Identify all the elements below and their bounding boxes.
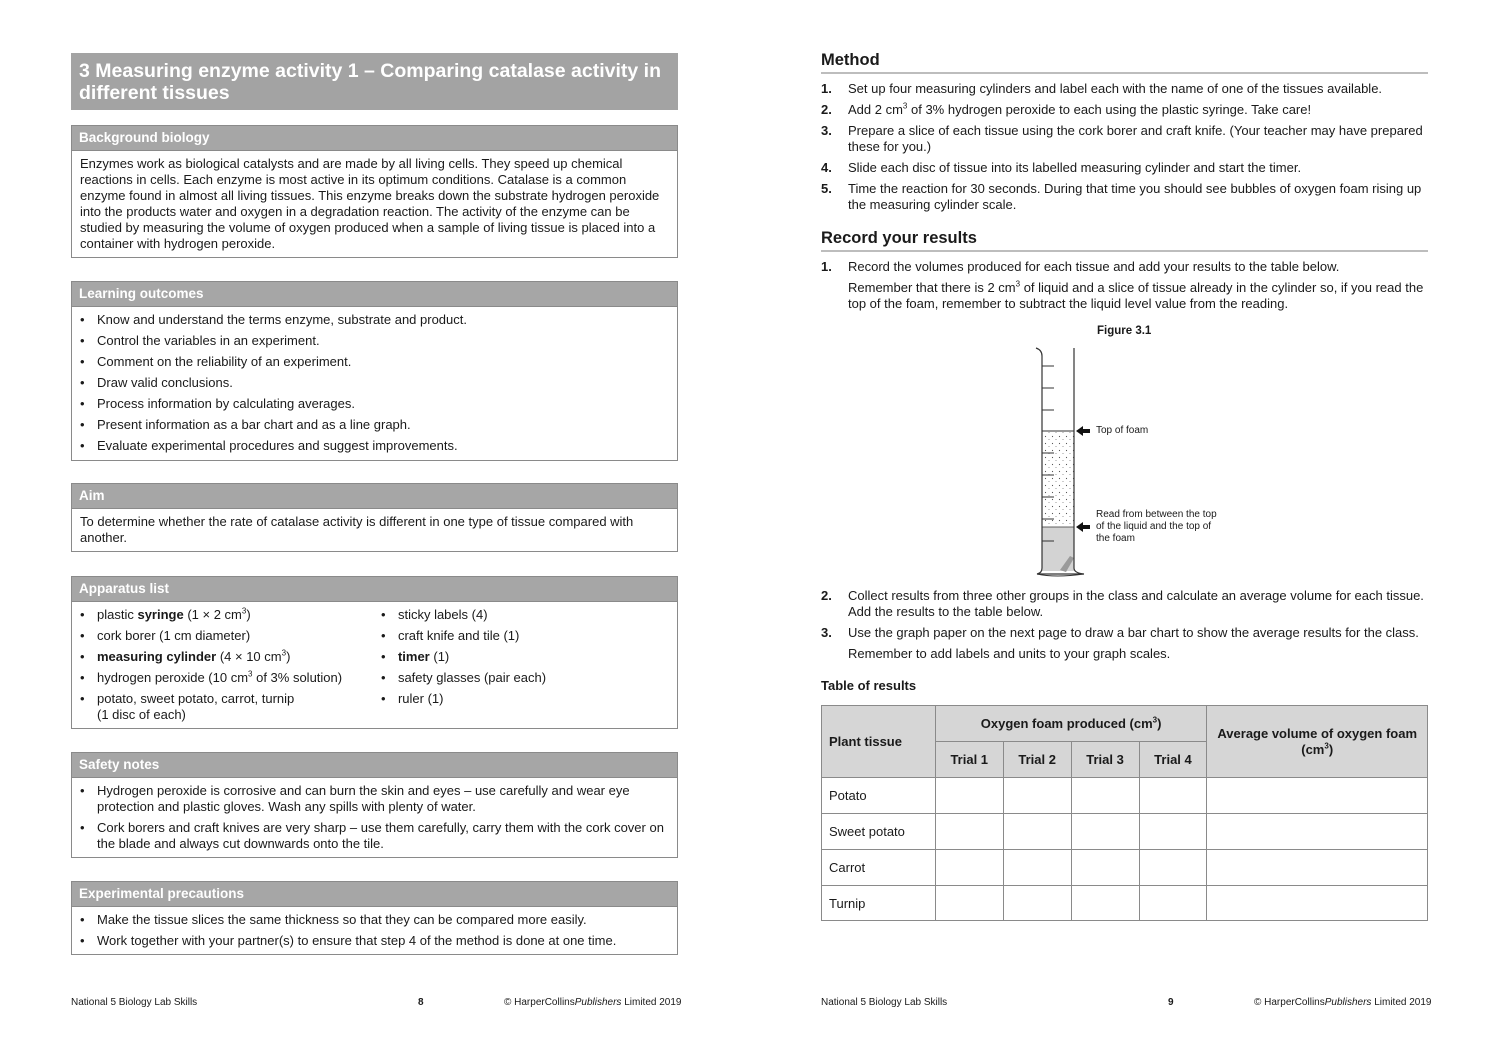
apparatus-list-right <box>381 607 669 728</box>
background-biology-heading: Background biology <box>72 126 677 151</box>
cell-empty[interactable] <box>1071 886 1139 921</box>
list-item: • potato, sweet potato, carrot, turnip (1 disc of each) <box>80 691 381 723</box>
cell-empty[interactable] <box>935 814 1003 850</box>
right-page <box>750 0 1500 1061</box>
method-step: 3. Prepare a slice of each tissue using the cork borer and craft knife. (Your teacher may have prepared these for you.) <box>821 123 1423 154</box>
table-row <box>822 850 1428 886</box>
list-item: • Hydrogen peroxide is corrosive and can burn the skin and eyes – use carefully and wear eye protection and plastic gloves. Wash any spills with plenty of water. <box>80 783 669 815</box>
background-biology-text: Enzymes work as biological catalysts and are made by all living cells. They speed up chemical reactions in cells. Each enzyme is most active in its optimum conditions. Catalase is a common enzyme found in almost all living tissues. This enzyme breaks down the substrate hydrogen peroxide into the products water and oxygen in a degradation reaction. The activity of the enzyme can be studied by measuring the volume of oxygen produced when a sample of living tissue is placed into a container with hydrogen peroxide. <box>80 156 660 251</box>
footer-book-title: National 5 Biology Lab Skills <box>71 997 198 1008</box>
list-item: • Process information by calculating averages. <box>80 396 669 412</box>
cell-empty[interactable] <box>1139 850 1207 886</box>
list-item: • timer (1) <box>381 649 669 665</box>
cell-empty[interactable] <box>935 886 1003 921</box>
footer-copyright: © HarperCollinsPublishers Limited 2019 <box>1254 997 1432 1008</box>
list-item: • sticky labels (4) <box>381 607 669 623</box>
list-item: • Make the tissue slices the same thickness so that they can be compared more easily. <box>80 912 669 928</box>
background-biology-box <box>71 125 678 258</box>
header-average-volume: Average volume of oxygen foam $(cm^3)$ <box>1207 706 1428 778</box>
list-item: • Draw valid conclusions. <box>80 375 669 391</box>
aim-box <box>71 483 678 552</box>
results-step: 1. Record the volumes produced for each tissue and add your results to the table below. <box>821 259 1340 274</box>
learning-outcomes-heading: Learning outcomes <box>72 282 677 307</box>
results-step: 3. Use the graph paper on the next page to draw a bar chart to show the average results for the class. <box>821 625 1419 640</box>
row-label-turnip: Turnip <box>822 886 936 921</box>
list-item: • safety glasses (pair each) <box>381 670 669 686</box>
method-step: 2. Add 2 $cm^3$ of 3% hydrogen peroxide to each using the plastic syringe. Take care! <box>821 101 1312 117</box>
precautions-box <box>71 881 678 955</box>
cell-empty[interactable] <box>1003 778 1071 814</box>
apparatus-box <box>71 576 678 729</box>
method-heading: Method <box>821 51 1428 74</box>
list-item: • Cork borers and craft knives are very sharp – use them carefully, carry them with the cork cover on the blade and always cut downwards onto the tile. <box>80 820 669 852</box>
footer-book-title: National 5 Biology Lab Skills <box>821 997 948 1008</box>
cell-empty[interactable] <box>1207 814 1428 850</box>
method-step: 4. Slide each disc of tissue into its labelled measuring cylinder and start the timer. <box>821 160 1302 175</box>
cell-empty[interactable] <box>1003 850 1071 886</box>
safety-notes-box <box>71 752 678 858</box>
method-steps <box>821 81 1428 218</box>
safety-notes-heading: Safety notes <box>72 753 677 778</box>
list-item: • Know and understand the terms enzyme, substrate and product. <box>80 312 669 328</box>
list-item: • ruler (1) <box>381 691 669 707</box>
aim-text: To determine whether the rate of catalase activity is different in one type of tissue compared with another. <box>80 514 634 545</box>
cell-empty[interactable] <box>1071 778 1139 814</box>
results-step-1 <box>821 259 1428 280</box>
results-steps-2-3 <box>821 588 1428 646</box>
header-plant-tissue: Plant tissue <box>822 706 936 778</box>
page-title: 3 Measuring enzyme activity 1 – Comparing catalase activity in different tissues <box>71 53 678 110</box>
cell-empty[interactable] <box>1207 778 1428 814</box>
list-item: • Comment on the reliability of an experiment. <box>80 354 669 370</box>
list-item: • plastic syringe (1 × 2 $cm^3$) <box>80 607 381 623</box>
apparatus-list-left <box>80 607 381 728</box>
table-row <box>822 886 1428 921</box>
learning-outcomes-list <box>80 312 669 454</box>
precautions-heading: Experimental precautions <box>72 882 677 907</box>
figure-label-read-from: Read from between the top of the liquid and the top of the foam <box>1096 509 1217 544</box>
table-row <box>822 814 1428 850</box>
method-step: 1. Set up four measuring cylinders and label each with the name of one of the tissues available. <box>821 81 1383 96</box>
safety-notes-list <box>80 783 669 852</box>
cell-empty[interactable] <box>1003 814 1071 850</box>
header-trial-2: Trial 2 <box>1003 742 1071 778</box>
list-item: • measuring cylinder (4 × 10 $cm^3$) <box>80 649 381 665</box>
header-trial-4: Trial 4 <box>1139 742 1207 778</box>
list-item: • craft knife and tile (1) <box>381 628 669 644</box>
list-item: • Control the variables in an experiment. <box>80 333 669 349</box>
cell-empty[interactable] <box>935 778 1003 814</box>
aim-heading: Aim <box>72 484 677 509</box>
header-oxygen-foam: Oxygen foam produced $(cm^3)$ <box>935 706 1207 742</box>
precautions-list <box>80 912 669 949</box>
list-item: • cork borer (1 cm diameter) <box>80 628 381 644</box>
footer-copyright: © HarperCollinsPublishers Limited 2019 <box>504 997 682 1008</box>
cell-empty[interactable] <box>1071 814 1139 850</box>
row-label-carrot: Carrot <box>822 850 936 886</box>
list-item: • Work together with your partner(s) to ensure that step 4 of the method is done at one time. <box>80 933 669 949</box>
cell-empty[interactable] <box>1003 886 1071 921</box>
header-trial-3: Trial 3 <box>1071 742 1139 778</box>
results-note: Remember that there is 2 $cm^3$ of liquid and a slice of tissue already in the cylinder so, if you read the top of the foam, remember to subtract the liquid level value from the reading. <box>848 279 1424 311</box>
cell-empty[interactable] <box>935 850 1003 886</box>
cell-empty[interactable] <box>1139 814 1207 850</box>
page-number: 9 <box>1168 997 1174 1008</box>
results-heading: Record your results <box>821 229 1428 252</box>
cell-empty[interactable] <box>1207 850 1428 886</box>
header-trial-1: Trial 1 <box>935 742 1003 778</box>
results-table <box>821 705 1428 921</box>
page-number: 8 <box>418 997 424 1008</box>
apparatus-heading: Apparatus list <box>72 577 677 602</box>
cell-empty[interactable] <box>1207 886 1428 921</box>
table-title: Table of results <box>821 678 917 693</box>
cell-empty[interactable] <box>1071 850 1139 886</box>
method-step: 5. Time the reaction for 30 seconds. During that time you should see bubbles of oxygen foam rising up the measuring cylinder scale. <box>821 181 1422 212</box>
list-item: • Present information as a bar chart and as a line graph. <box>80 417 669 433</box>
figure-label-top-of-foam: Top of foam <box>1096 425 1149 436</box>
row-label-sweet-potato: Sweet potato <box>822 814 936 850</box>
results-step: 2. Collect results from three other groups in the class and calculate an average volume for each tissue. Add the results to the table below. <box>821 588 1424 619</box>
table-row <box>822 778 1428 814</box>
row-label-potato: Potato <box>822 778 936 814</box>
results-step-3-note: Remember to add labels and units to your graph scales. <box>848 646 1171 661</box>
list-item: • Evaluate experimental procedures and suggest improvements. <box>80 438 669 454</box>
figure-title: Figure 3.1 <box>1097 325 1152 337</box>
learning-outcomes-box <box>71 281 678 461</box>
list-item: • hydrogen peroxide (10 $cm^3$ of 3% solution) <box>80 670 381 686</box>
cell-empty[interactable] <box>1139 778 1207 814</box>
cell-empty[interactable] <box>1139 886 1207 921</box>
